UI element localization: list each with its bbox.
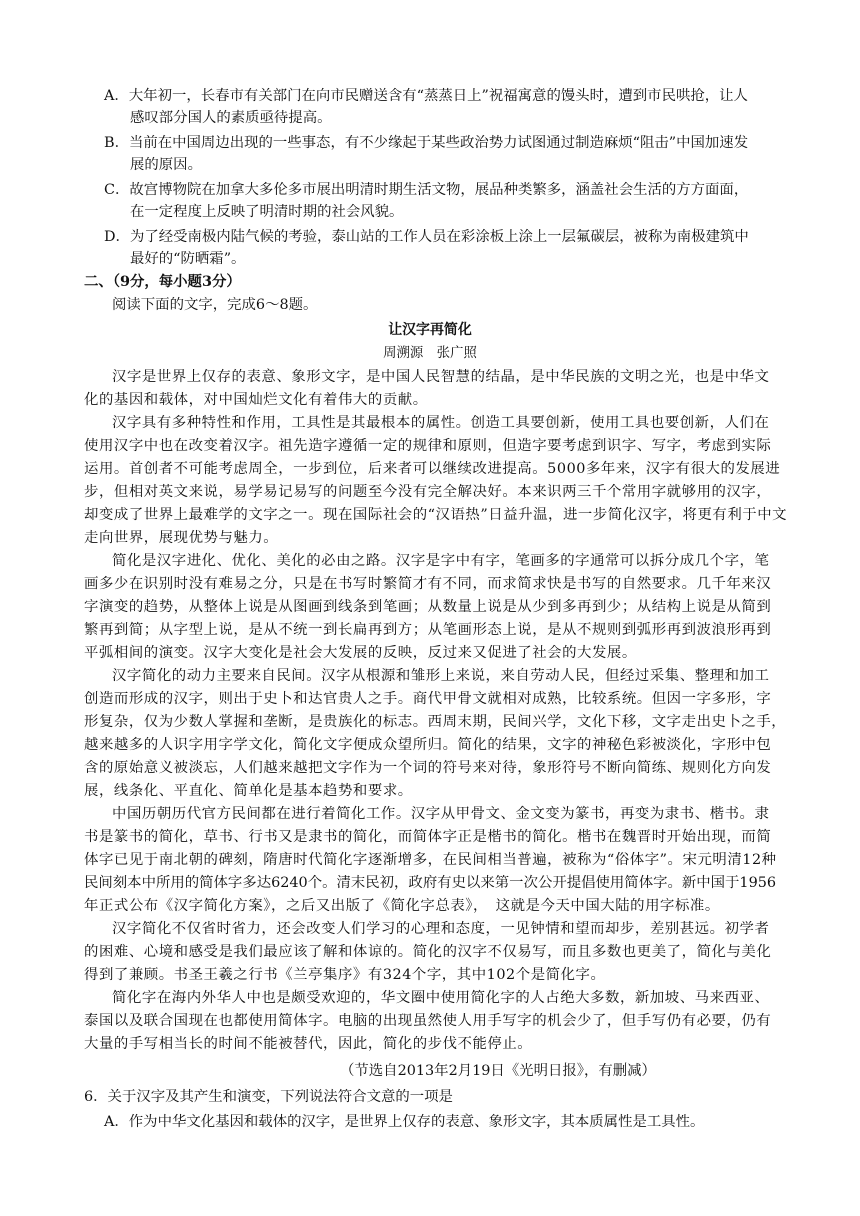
article-line: 繁再到简；从字型上说，是从不统一到长扁再到方；从笔画形态上说，是从不规则到弧形再到波浪形再到 [84, 622, 772, 638]
article-line: 越来越多的人识字用字学文化，简化文字便成众望所归。简化的结果，文字的神秘色彩被淡化，字形中包 [84, 737, 772, 753]
article-source: （节选自2013年2月19日《光明日报》，有删减） [340, 1063, 656, 1079]
instruction: 阅读下面的文字，完成6～8题。 [112, 297, 318, 313]
article-line: 简化字在海内外华人中也是颇受欢迎的，华文圈中使用简化字的人占绝大多数，新加坡、马来西亚、 [112, 990, 770, 1006]
article-line: 中国历朝历代官方民间都在进行着简化工作。汉字从甲骨文、金文变为篆书，再变为隶书、楷书。隶 [112, 806, 770, 822]
prev-option-d-line-1: D．为了经受南极内陆气候的考验，泰山站的工作人员在彩涂板上涂上一层氟碳层，被称为南极建筑中 [104, 229, 749, 245]
question-6-option-a: A．作为中华文化基因和载体的汉字，是世界上仅存的表意、象形文字，其本质属性是工具性。 [104, 1114, 705, 1130]
section-heading: 二、（9分，每小题3分） [84, 273, 241, 290]
article-line: 泰国以及联合国现在也都使用简体字。电脑的出现虽然使人用手写字的机会少了，但手写仍有必要，仍有 [84, 1013, 772, 1029]
article-line: 展，线条化、平直化、简单化是基本趋势和要求。 [84, 783, 413, 799]
article-line: 的困难、心境和感受是我们最应该了解和体谅的。简化的汉字不仅易写，而且多数也更美了，简化与美化 [84, 944, 772, 960]
article-line: 平弧相间的演变。汉字大变化是社会大发展的反映，反过来又促进了社会的大发展。 [84, 645, 637, 661]
article-line: 形复杂，仅为少数人掌握和垄断，是贵族化的标志。西周末期，民间兴学，文化下移，文字走出史卜之手， [84, 714, 787, 730]
article-line: 体字已见于南北朝的碑刻，隋唐时代简化字逐渐增多，在民间相当普遍，被称为“俗体字”。宋元明清12种 [84, 852, 777, 868]
article-line: 汉字简化的动力主要来自民间。汉字从根源和雏形上来说，来自劳动人民，但经过采集、整理和加工 [112, 668, 770, 684]
article-line: 简化是汉字进化、优化、美化的必由之路。汉字是字中有字，笔画多的字通常可以拆分成几个字，笔 [112, 553, 770, 569]
prev-option-a-line-1: A．大年初一，长春市有关部门在向市民赠送含有“蒸蒸日上”祝福寓意的馒头时，遭到市民哄抢，让人 [104, 88, 748, 104]
article-line: 书是篆书的简化，草书、行书又是隶书的简化，而简体字正是楷书的简化。楷书在魏晋时开始出现，而简 [84, 829, 772, 845]
article-line: 字演变的趋势，从整体上说是从图画到线条到笔画；从数量上说是从少到多再到少；从结构上说是从简到 [84, 599, 772, 615]
article-line: 化的基因和载体，对中国灿烂文化有着伟大的贡献。 [84, 392, 428, 408]
article-line: 民间刻本中所用的简体字多达6240个。清末民初，政府有史以来第一次公开提倡使用简体字。新中国于1956 [84, 875, 777, 891]
prev-option-b-line-1: B．当前在中国周边出现的一些事态，有不少缘起于某些政治势力试图通过制造麻烦“阻击”中国加速发 [104, 135, 749, 151]
article-line: 画多少在识别时没有难易之分，只是在书写时繁简才有不同，而求简求快是书写的自然要求。几千年来汉 [84, 576, 772, 592]
article-line: 汉字具有多种特性和作用，工具性是其最根本的属性。创造工具要创新，使用工具也要创新，人们在 [112, 415, 770, 431]
article-line: 汉字简化不仅省时省力，还会改变人们学习的心理和态度，一见钟情和望而却步，差别甚远。初学者 [112, 921, 770, 937]
article-line: 步，但相对英文来说，易学易记易写的问题至今没有完全解决好。本来识两三千个常用字就够用的汉字， [84, 484, 772, 500]
article-line: 却变成了世界上最难学的文字之一。现在国际社会的“汉语热”日益升温，进一步简化汉字，将更有利于中文 [84, 507, 788, 523]
article-authors: 周溯源 张广照 [383, 346, 477, 361]
article-line: 大量的手写相当长的时间不能被替代，因此，简化的步伐不能停止。 [84, 1036, 533, 1052]
article-title: 让汉字再简化 [388, 322, 472, 338]
article-line: 创造而形成的汉字，则出于史卜和达官贵人之手。商代甲骨文就相对成熟，比较系统。但因一字多形，字 [84, 691, 772, 707]
article-line: 汉字是世界上仅存的表意、象形文字，是中国人民智慧的结晶，是中华民族的文明之光，也是中华文 [112, 369, 770, 385]
question-6-stem: 6．关于汉字及其产生和演变，下列说法符合文意的一项是 [84, 1089, 453, 1105]
article-line: 得到了兼顾。书圣王羲之行书《兰亭集序》有324个字，其中102个是简化字。 [84, 967, 606, 983]
article-line: 使用汉字中也在改变着汉字。祖先造字遵循一定的规律和原则，但造字要考虑到识字、写字，考虑到实际 [84, 438, 772, 454]
prev-option-c-line-2: 在一定程度上反映了明清时期的社会风貌。 [130, 204, 404, 220]
article-line: 运用。首创者不可能考虑周全，一步到位，后来者可以继续改进提高。5000多年来，汉字有很大的发展进 [84, 461, 781, 477]
article-line: 年正式公布《汉字简化方案》，之后又出版了《简化字总表》， 这就是今天中国大陆的用字标准。 [84, 898, 720, 914]
prev-option-d-line-2: 最好的“防晒霜”。 [130, 251, 246, 267]
prev-option-b-line-2: 展的原因。 [130, 157, 202, 173]
prev-option-a-line-2: 感叹部分国人的素质亟待提高。 [130, 110, 332, 126]
article-line: 走向世界，展现优势与魅力。 [84, 530, 279, 546]
article-line: 含的原始意义被淡忘，人们越来越把文字作为一个词的符号来对待，象形符号不断向简练、规则化方向发 [84, 760, 772, 776]
prev-option-c-line-1: C．故宫博物院在加拿大多伦多市展出明清时期生活文物，展品种类繁多，涵盖社会生活的方方面面， [104, 182, 749, 198]
